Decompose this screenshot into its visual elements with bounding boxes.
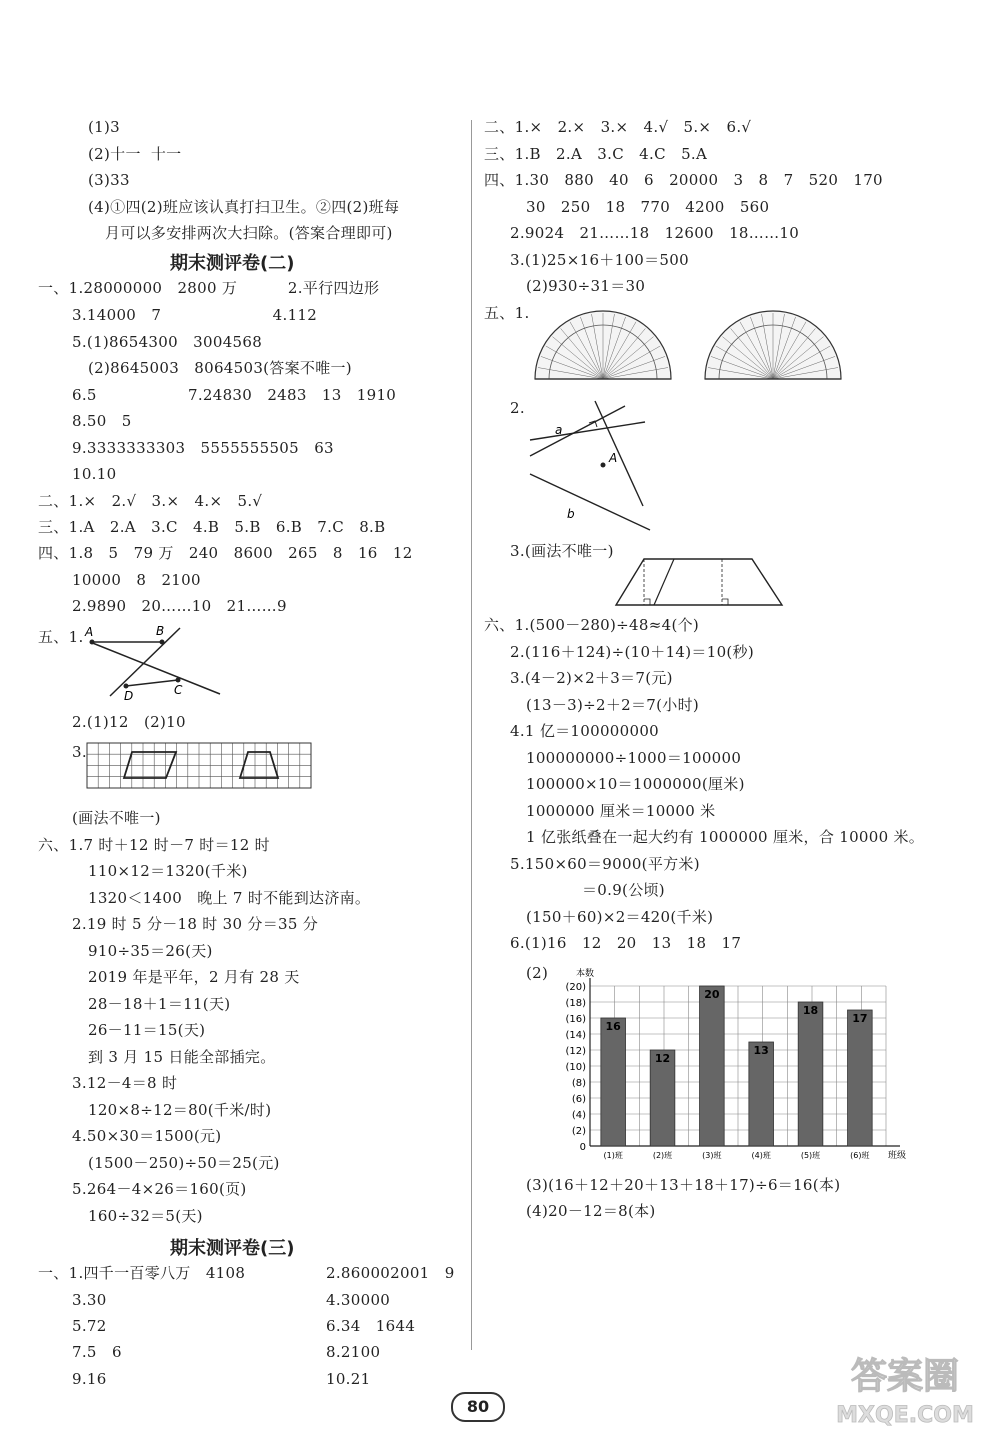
answer-line: 6.34 1644 xyxy=(326,1317,416,1335)
answer-line: 1 亿张纸叠在一起大约有 1000000 厘米，合 10000 米。 xyxy=(526,828,925,846)
answer-line: 110×12＝1320(千米) xyxy=(88,862,248,880)
answer-line: 2.19 时 5 分－18 时 30 分＝35 分 xyxy=(72,915,319,933)
answer-line: 一、1.28000000 2800 万 2.平行四边形 xyxy=(38,279,380,297)
page-number: 80 xyxy=(451,1392,505,1422)
answer-line: ＝0.9(公顷) xyxy=(582,881,665,899)
answer-line: 10.10 xyxy=(72,465,117,483)
x-axis-label: 班级 xyxy=(888,1151,907,1161)
answer-line: 2019 年是平年，2 月有 28 天 xyxy=(88,968,300,986)
svg-text:答案圈: 答案圈 xyxy=(850,1356,960,1397)
answer-line: 9.3333333303 5555555505 63 xyxy=(72,439,334,457)
bar xyxy=(848,1010,873,1146)
x-tick-label: (3)班 xyxy=(702,1151,722,1160)
line-label: a xyxy=(555,423,563,437)
answer-line: 8.2100 xyxy=(326,1343,381,1361)
answer-line: 六、1.(500－280)÷48≈4(个) xyxy=(484,616,700,634)
answer-line: 三、1.A 2.A 3.C 4.B 5.B 6.B 7.C 8.B xyxy=(38,518,386,536)
answer-line: 2.9890 20……10 21……9 xyxy=(72,597,287,615)
answer-line: 四、1.8 5 79 万 240 8600 265 8 16 12 xyxy=(38,544,413,562)
bar-value-label: 16 xyxy=(605,1020,621,1033)
x-tick-label: (1)班 xyxy=(603,1151,623,1160)
section-heading: 期末测评卷(二) xyxy=(170,253,295,274)
answer-line: 910÷35＝26(天) xyxy=(88,942,213,960)
y-tick-label: (16) xyxy=(565,1014,586,1025)
answer-line: (3)(16＋12＋20＋13＋18＋17)÷6＝16(本) xyxy=(526,1176,841,1194)
grid-figure xyxy=(86,742,314,792)
answer-line: 9.16 xyxy=(72,1370,107,1388)
bar-value-label: 20 xyxy=(704,988,720,1001)
answer-line: 4.50×30＝1500(元) xyxy=(72,1127,222,1145)
y-tick-label: (4) xyxy=(571,1110,586,1121)
answer-line: 2.860002001 9 xyxy=(326,1264,455,1282)
answer-line: 二、1.× 2.× 3.× 4.√ 5.× 6.√ xyxy=(484,118,752,136)
y-tick-label: (2) xyxy=(571,1126,586,1137)
answer-line: 5.72 xyxy=(72,1317,107,1335)
answer-line: 10000 8 2100 xyxy=(72,571,201,589)
y-axis-label: 本数 xyxy=(576,969,595,979)
x-tick-label: (4)班 xyxy=(751,1151,771,1160)
protractor-1 xyxy=(532,306,674,382)
watermark-logo xyxy=(820,1350,990,1430)
answer-line: 160÷32＝5(天) xyxy=(88,1207,203,1225)
answer-line: 月可以多安排两次大扫除。(答案合理即可) xyxy=(105,224,393,242)
answer-line: 一、1.四千一百零八万 4108 xyxy=(38,1264,246,1282)
x-tick-label: (2)班 xyxy=(652,1151,673,1160)
answer-line: 二、1.× 2.√ 3.× 4.× 5.√ xyxy=(38,492,263,510)
answer-line: 2. xyxy=(510,399,525,417)
answer-line: 7.5 6 xyxy=(72,1343,122,1361)
lines-figure xyxy=(80,620,230,700)
bar xyxy=(749,1042,774,1146)
answer-line: (1500－250)÷50＝25(元) xyxy=(88,1154,280,1172)
answer-line: (13－3)÷2＋2＝7(小时) xyxy=(526,696,700,714)
y-tick-label: (20) xyxy=(565,982,586,993)
line-label: b xyxy=(567,507,575,521)
bar xyxy=(798,1002,823,1146)
y-tick-label: (6) xyxy=(571,1094,586,1105)
answer-line: 3.30 xyxy=(72,1291,107,1309)
y-tick-label: (10) xyxy=(565,1062,586,1073)
answer-line: 5.264－4×26＝160(页) xyxy=(72,1180,247,1198)
answer-line: (画法不唯一) xyxy=(72,809,161,827)
answer-line: 1320＜1400 晚上 7 时不能到达济南。 xyxy=(88,889,371,907)
answer-line: 5.150×60＝9000(平方米) xyxy=(510,855,700,873)
bar xyxy=(700,986,725,1146)
answer-line: 2.(1)12 (2)10 xyxy=(72,713,186,731)
trapezoid-figure xyxy=(614,556,784,608)
answer-line: 1000000 厘米＝10000 米 xyxy=(526,802,716,820)
point-label: A xyxy=(85,625,94,639)
answer-line: 3.12－4＝8 时 xyxy=(72,1074,178,1092)
answer-line: (2)8645003 8064503(答案不唯一) xyxy=(88,359,352,377)
answer-line: 30 250 18 770 4200 560 xyxy=(526,198,770,216)
perpendicular-figure xyxy=(525,396,675,531)
answer-line: 10.21 xyxy=(326,1370,371,1388)
answer-line: 26－11＝15(天) xyxy=(88,1021,206,1039)
bar-chart xyxy=(552,966,912,1166)
bar xyxy=(601,1018,626,1146)
answer-line: 6.(1)16 12 20 13 18 17 xyxy=(510,934,742,952)
column-divider xyxy=(471,120,472,1350)
answer-line: 5.(1)8654300 3004568 xyxy=(72,333,263,351)
answer-line: (3)33 xyxy=(88,171,130,189)
y-tick-label: (12) xyxy=(565,1046,586,1057)
answer-line: 到 3 月 15 日能全部插完。 xyxy=(88,1048,276,1066)
answer-line: (1)3 xyxy=(88,118,120,136)
y-tick-label: (8) xyxy=(571,1078,586,1089)
bar-value-label: 17 xyxy=(852,1012,868,1025)
answer-line: 六、1.7 时＋12 时－7 时＝12 时 xyxy=(38,836,270,854)
bar-value-label: 12 xyxy=(654,1052,671,1065)
answer-line: (2) xyxy=(526,964,549,982)
answer-line: (4)20－12＝8(本) xyxy=(526,1202,656,1220)
answer-line: 3.(画法不唯一) xyxy=(510,542,614,560)
answer-line: 4.1 亿＝100000000 xyxy=(510,722,660,740)
answer-line: 五、1. xyxy=(484,304,530,322)
x-tick-label: (5)班 xyxy=(800,1151,821,1160)
answer-line: (2)930÷31＝30 xyxy=(526,277,646,295)
bar-value-label: 13 xyxy=(753,1044,769,1057)
answer-line: 100000×10＝1000000(厘米) xyxy=(526,775,745,793)
answer-line: (150＋60)×2＝420(千米) xyxy=(526,908,714,926)
answer-line: 三、1.B 2.A 3.C 4.C 5.A xyxy=(484,145,708,163)
answer-line: 3. xyxy=(72,743,87,761)
answer-line: 五、1. xyxy=(38,628,84,646)
answer-line: 3.(1)25×16＋100＝500 xyxy=(510,251,689,269)
answer-line: 3.(4－2)×2＋3＝7(元) xyxy=(510,669,673,687)
point-label: B xyxy=(156,624,165,638)
answer-line: (2)十一 十一 xyxy=(88,145,182,163)
answer-line: (4)①四(2)班应该认真打扫卫生。②四(2)班每 xyxy=(88,198,400,216)
x-tick-label: (6)班 xyxy=(850,1151,870,1160)
answer-line: 8.50 5 xyxy=(72,412,132,430)
y-tick-label: (18) xyxy=(565,998,586,1009)
answer-line: 100000000÷1000＝100000 xyxy=(526,749,742,767)
answer-line: 2.(116＋124)÷(10＋14)＝10(秒) xyxy=(510,643,755,661)
answer-line: 2.9024 21……18 12600 18……10 xyxy=(510,224,800,242)
y-tick-label: (14) xyxy=(565,1030,586,1041)
y-tick-label: 0 xyxy=(579,1142,586,1153)
answer-line: 4.30000 xyxy=(326,1291,391,1309)
bar-value-label: 18 xyxy=(802,1004,819,1017)
point-label: D xyxy=(124,689,134,700)
answer-line: 28－18＋1＝11(天) xyxy=(88,995,231,1013)
point-label: A xyxy=(609,451,618,465)
answer-line: 3.14000 7 4.112 xyxy=(72,306,318,324)
svg-text:MXQE.COM: MXQE.COM xyxy=(836,1403,974,1428)
answer-line: 四、1.30 880 40 6 20000 3 8 7 520 170 xyxy=(484,171,883,189)
point-label: C xyxy=(174,683,183,697)
section-heading: 期末测评卷(三) xyxy=(170,1238,295,1259)
protractor-2 xyxy=(702,306,844,382)
answer-line: 120×8÷12＝80(千米/时) xyxy=(88,1101,272,1119)
answer-line: 6.5 7.24830 2483 13 1910 xyxy=(72,386,397,404)
